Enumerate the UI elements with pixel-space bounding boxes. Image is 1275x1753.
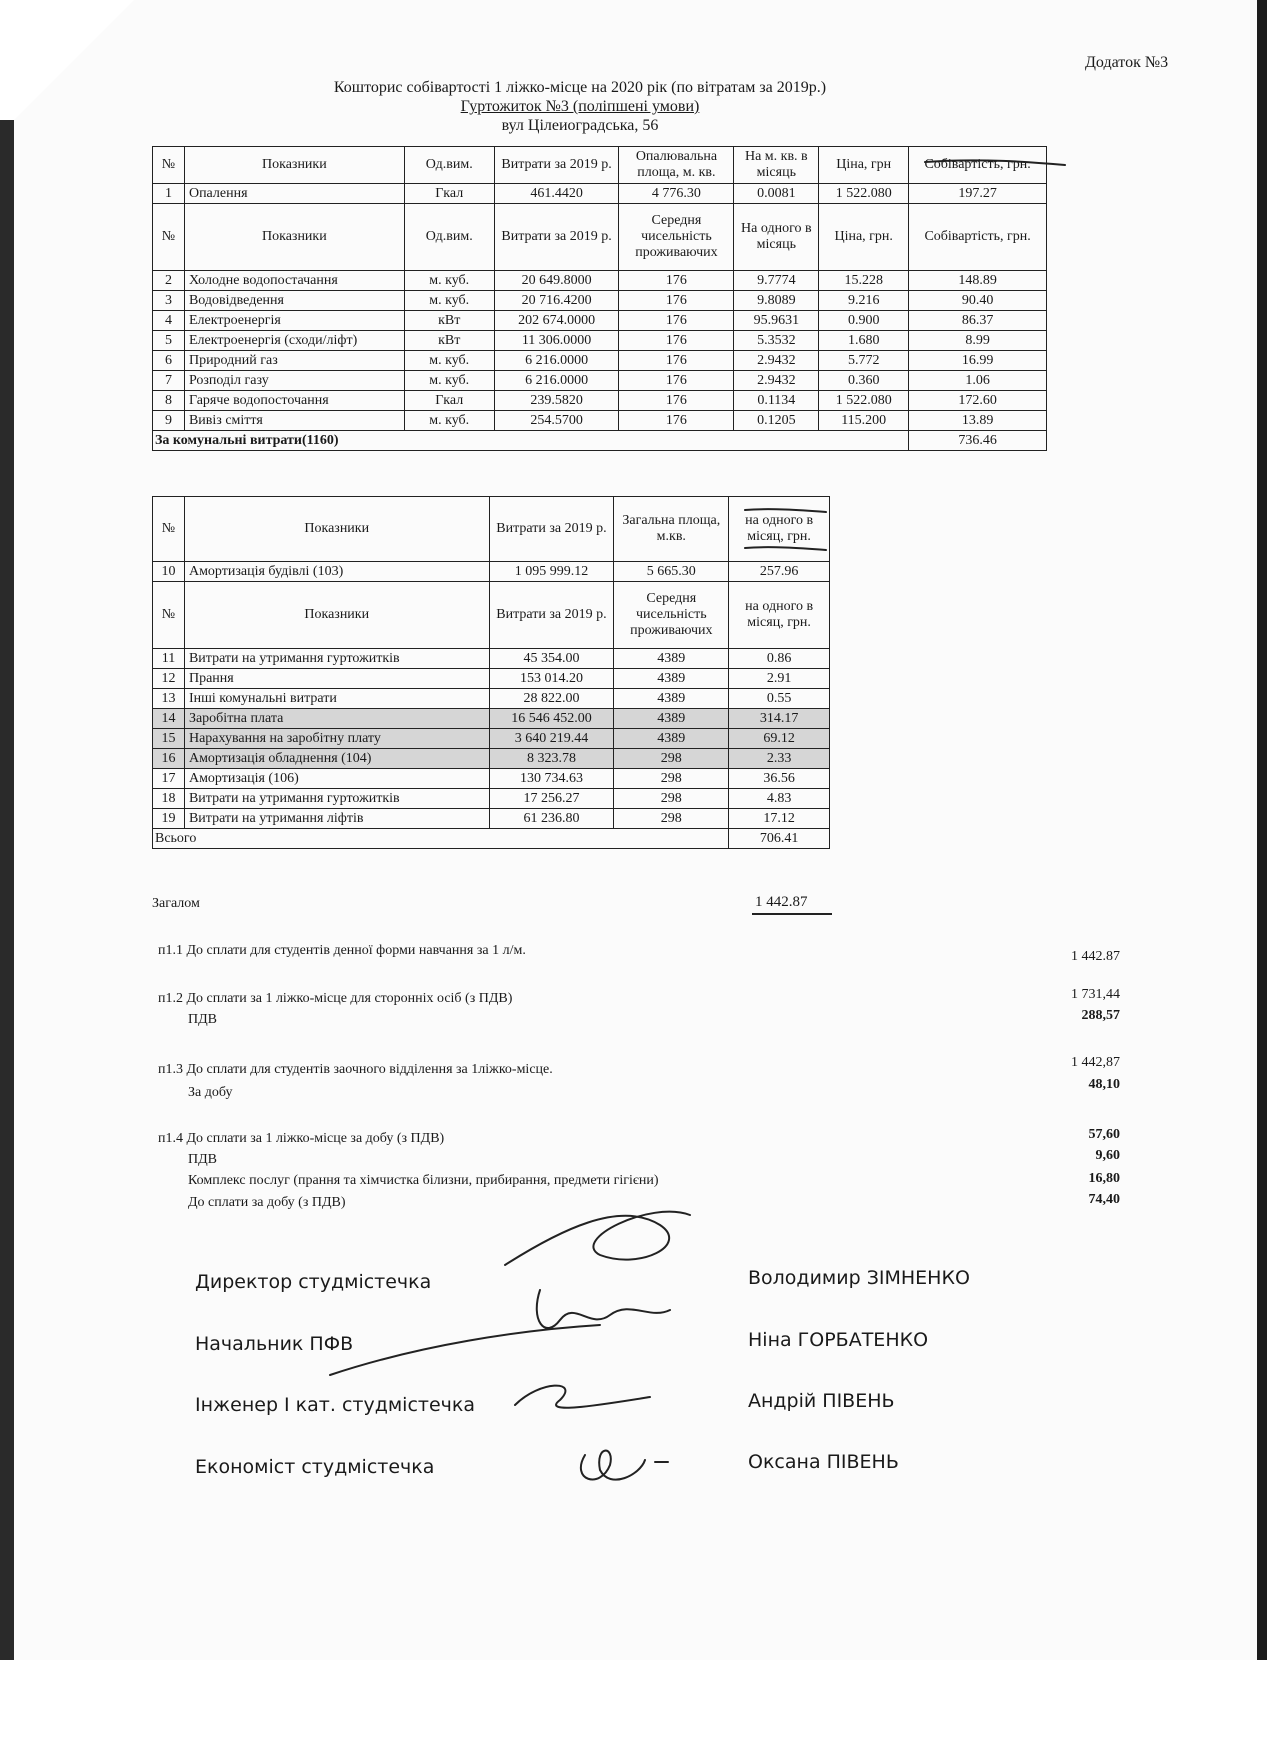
header-cell: на одного в місяц, грн. bbox=[729, 497, 830, 562]
signer-position-director: Директор студмістечка bbox=[195, 1271, 432, 1293]
row-number: 18 bbox=[153, 789, 185, 809]
row-per-person: 2.33 bbox=[729, 749, 830, 769]
header-cell: № bbox=[153, 582, 185, 649]
row-indicator: Електроенергія (сходи/ліфт) bbox=[184, 331, 404, 351]
payment-3-label: п1.3 До сплати для студентів заочного відділення за 1ліжко-місце. bbox=[158, 1062, 553, 1077]
payment-1-label: п1.1 До сплати для студентів денної форми навчання за 1 л/м. bbox=[158, 943, 526, 958]
underline-cost-price-mark bbox=[925, 160, 1065, 165]
row-per-person: 95.9631 bbox=[734, 311, 819, 331]
payment-3-day-label: За добу bbox=[188, 1085, 233, 1100]
row-number: 6 bbox=[153, 351, 185, 371]
row-residents: 176 bbox=[619, 271, 734, 291]
payment-2-value: 1 731,44 bbox=[1071, 987, 1120, 1002]
row-per-person: 0.86 bbox=[729, 649, 830, 669]
row-number: 1 bbox=[153, 184, 185, 204]
row-cost: 11 306.0000 bbox=[494, 331, 619, 351]
row-per-person: 0.55 bbox=[729, 689, 830, 709]
row-indicator: Розподіл газу bbox=[184, 371, 404, 391]
row-residents: 4389 bbox=[614, 729, 729, 749]
row-per-person: 69.12 bbox=[729, 729, 830, 749]
row-cost: 20 716.4200 bbox=[494, 291, 619, 311]
row-per-person: 2.9432 bbox=[734, 351, 819, 371]
director-signature-mark bbox=[505, 1212, 690, 1265]
signer-position-pfv: Начальник ПФВ bbox=[195, 1333, 354, 1355]
row-residents: 176 bbox=[619, 291, 734, 311]
header-cell: Собівартість, грн. bbox=[909, 147, 1047, 184]
grand-total-label: Загалом bbox=[152, 896, 200, 911]
row-cost: 254.5700 bbox=[494, 411, 619, 431]
row-number: 5 bbox=[153, 331, 185, 351]
row-cost: 6 216.0000 bbox=[494, 351, 619, 371]
row-cost: 28 822.00 bbox=[489, 689, 614, 709]
row-cost-price: 86.37 bbox=[909, 311, 1047, 331]
row-residents: 176 bbox=[619, 351, 734, 371]
row-number: 7 bbox=[153, 371, 185, 391]
signer-name-economist: Оксана ПІВЕНЬ bbox=[748, 1451, 899, 1473]
row-cost-price: 197.27 bbox=[909, 184, 1047, 204]
row-indicator: Витрати на утримання ліфтів bbox=[184, 809, 489, 829]
pfv-signature-mark bbox=[330, 1290, 670, 1375]
payment-4-value: 57,60 bbox=[1088, 1127, 1120, 1142]
row-cost: 8 323.78 bbox=[489, 749, 614, 769]
row-per-person: 2.91 bbox=[729, 669, 830, 689]
row-per-person: 257.96 bbox=[729, 562, 830, 582]
row-cost: 3 640 219.44 bbox=[489, 729, 614, 749]
header-cell: № bbox=[153, 497, 185, 562]
row-number: 14 bbox=[153, 709, 185, 729]
row-indicator: Амортизація (106) bbox=[184, 769, 489, 789]
header-cell: Показники bbox=[184, 582, 489, 649]
row-indicator: Електроенергія bbox=[184, 311, 404, 331]
row-unit: кВт bbox=[404, 311, 494, 331]
row-indicator: Заробітна плата bbox=[184, 709, 489, 729]
row-per-person: 0.1205 bbox=[734, 411, 819, 431]
row-cost: 1 095 999.12 bbox=[489, 562, 614, 582]
row-cost: 461.4420 bbox=[494, 184, 619, 204]
economist-signature-mark bbox=[581, 1451, 668, 1480]
row-residents: 298 bbox=[614, 749, 729, 769]
header-cell: Ціна, грн. bbox=[819, 204, 909, 271]
row-per-person: 9.7774 bbox=[734, 271, 819, 291]
row-indicator: Амортизація обладнення (104) bbox=[184, 749, 489, 769]
engineer-signature-mark bbox=[515, 1386, 650, 1408]
row-number: 8 bbox=[153, 391, 185, 411]
row-cost: 61 236.80 bbox=[489, 809, 614, 829]
row-area: 4 776.30 bbox=[619, 184, 734, 204]
payment-4-services-label: Комплекс послуг (прання та хімчистка білизни, прибирання, предмети гігієни) bbox=[188, 1173, 659, 1188]
row-per-person: 0.1134 bbox=[734, 391, 819, 411]
row-price: 15.228 bbox=[819, 271, 909, 291]
header-cell: Опалювальна площа, м. кв. bbox=[619, 147, 734, 184]
row-cost: 202 674.0000 bbox=[494, 311, 619, 331]
header-cell: Од.вим. bbox=[404, 147, 494, 184]
row-residents: 4389 bbox=[614, 709, 729, 729]
row-per-person: 36.56 bbox=[729, 769, 830, 789]
header-cell: Собівартість, грн. bbox=[909, 204, 1047, 271]
utilities-total-label: За комунальні витрати(1160) bbox=[153, 431, 909, 451]
row-number: 13 bbox=[153, 689, 185, 709]
row-unit: Гкал bbox=[404, 391, 494, 411]
row-per-person: 4.83 bbox=[729, 789, 830, 809]
row-per-person: 17.12 bbox=[729, 809, 830, 829]
other-total-value: 706.41 bbox=[729, 829, 830, 849]
row-indicator: Опалення bbox=[184, 184, 404, 204]
payment-4-services-value: 16,80 bbox=[1088, 1171, 1120, 1186]
row-number: 4 bbox=[153, 311, 185, 331]
row-price: 0.900 bbox=[819, 311, 909, 331]
header-cell: Загальна площа, м.кв. bbox=[614, 497, 729, 562]
row-per-person: 5.3532 bbox=[734, 331, 819, 351]
signer-name-engineer: Андрій ПІВЕНЬ bbox=[748, 1390, 895, 1412]
row-unit: м. куб. bbox=[404, 411, 494, 431]
header-cell: Показники bbox=[184, 497, 489, 562]
row-price: 1.680 bbox=[819, 331, 909, 351]
row-indicator: Гаряче водопосточання bbox=[184, 391, 404, 411]
row-residents: 176 bbox=[619, 311, 734, 331]
signer-name-pfv: Ніна ГОРБАТЕНКО bbox=[748, 1329, 929, 1351]
row-number: 16 bbox=[153, 749, 185, 769]
utilities-total-value: 736.46 bbox=[909, 431, 1047, 451]
row-indicator: Витрати на утримання гуртожитків bbox=[184, 789, 489, 809]
row-cost-price: 1.06 bbox=[909, 371, 1047, 391]
row-residents: 4389 bbox=[614, 689, 729, 709]
row-residents: 176 bbox=[619, 411, 734, 431]
header-cell: На м. кв. в місяць bbox=[734, 147, 819, 184]
header-cell: Витрати за 2019 р. bbox=[489, 497, 614, 562]
row-number: 19 bbox=[153, 809, 185, 829]
row-cost-price: 172.60 bbox=[909, 391, 1047, 411]
header-cell: Ціна, грн bbox=[819, 147, 909, 184]
row-residents: 176 bbox=[619, 391, 734, 411]
payment-3-day-value: 48,10 bbox=[1088, 1077, 1120, 1092]
row-number: 11 bbox=[153, 649, 185, 669]
row-price: 9.216 bbox=[819, 291, 909, 311]
row-cost: 20 649.8000 bbox=[494, 271, 619, 291]
row-indicator: Водовідведення bbox=[184, 291, 404, 311]
row-cost: 130 734.63 bbox=[489, 769, 614, 789]
row-price: 0.360 bbox=[819, 371, 909, 391]
row-number: 9 bbox=[153, 411, 185, 431]
row-indicator: Нарахування на заробітну плату bbox=[184, 729, 489, 749]
header-cell: Середня чисельність проживаючих bbox=[614, 582, 729, 649]
header-cell: Витрати за 2019 р. bbox=[494, 147, 619, 184]
addendum-label: Додаток №3 bbox=[1085, 54, 1169, 71]
row-unit: м. куб. bbox=[404, 271, 494, 291]
payment-4-vat-label: ПДВ bbox=[188, 1152, 217, 1167]
row-indicator: Прання bbox=[184, 669, 489, 689]
row-per-person: 314.17 bbox=[729, 709, 830, 729]
signer-position-economist: Економіст студмістечка bbox=[195, 1456, 435, 1478]
row-unit: м. куб. bbox=[404, 291, 494, 311]
header-cell: Середня чисельність проживаючих bbox=[619, 204, 734, 271]
row-price: 1 522.080 bbox=[819, 391, 909, 411]
row-indicator: Витрати на утримання гуртожитків bbox=[184, 649, 489, 669]
row-residents: 176 bbox=[619, 331, 734, 351]
header-cell: На одного в місяць bbox=[734, 204, 819, 271]
row-cost-price: 8.99 bbox=[909, 331, 1047, 351]
row-cost: 153 014.20 bbox=[489, 669, 614, 689]
row-cost: 45 354.00 bbox=[489, 649, 614, 669]
row-residents: 298 bbox=[614, 789, 729, 809]
row-unit: м. куб. bbox=[404, 351, 494, 371]
title-line-3: вул Цілеиоградська, 56 bbox=[501, 117, 659, 134]
row-residents: 4389 bbox=[614, 649, 729, 669]
payment-4-total-value: 74,40 bbox=[1088, 1192, 1120, 1207]
signer-position-engineer: Інженер І кат. студмістечка bbox=[195, 1394, 476, 1416]
title-line-1: Кошторис собівартості 1 ліжко-місце на 2020 рік (по вітратам за 2019р.) bbox=[333, 79, 827, 96]
row-price: 115.200 bbox=[819, 411, 909, 431]
row-indicator: Інші комунальні витрати bbox=[184, 689, 489, 709]
row-residents: 176 bbox=[619, 371, 734, 391]
underline-per-person-mark-2 bbox=[745, 547, 826, 550]
row-number: 12 bbox=[153, 669, 185, 689]
header-cell: Од.вим. bbox=[404, 204, 494, 271]
row-indicator: Вивіз сміття bbox=[184, 411, 404, 431]
row-residents: 4389 bbox=[614, 669, 729, 689]
header-cell: № bbox=[153, 147, 185, 184]
title-line-2: Гуртожиток №3 (поліпшені умови) bbox=[460, 98, 700, 115]
payment-2-vat-value: 288,57 bbox=[1081, 1008, 1120, 1023]
header-cell: на одного в місяц, грн. bbox=[729, 582, 830, 649]
row-unit: кВт bbox=[404, 331, 494, 351]
payment-4-label: п1.4 До сплати за 1 ліжко-місце за добу (з ПДВ) bbox=[158, 1131, 445, 1146]
grand-total-value: 1 442.87 bbox=[755, 894, 808, 910]
other-total-label: Всього bbox=[153, 829, 729, 849]
row-residents: 298 bbox=[614, 769, 729, 789]
payment-1-value: 1 442.87 bbox=[1071, 949, 1120, 964]
row-cost: 6 216.0000 bbox=[494, 371, 619, 391]
payment-2-label: п1.2 До сплати за 1 ліжко-місце для сторонніх осіб (з ПДВ) bbox=[158, 991, 513, 1006]
row-residents: 298 bbox=[614, 809, 729, 829]
header-cell: № bbox=[153, 204, 185, 271]
row-number: 15 bbox=[153, 729, 185, 749]
header-cell: Показники bbox=[184, 147, 404, 184]
row-cost: 16 546 452.00 bbox=[489, 709, 614, 729]
row-cost: 17 256.27 bbox=[489, 789, 614, 809]
underline-per-person-mark bbox=[745, 509, 826, 512]
payment-4-vat-value: 9,60 bbox=[1095, 1148, 1120, 1163]
row-indicator: Амортизація будівлі (103) bbox=[184, 562, 489, 582]
row-cost-price: 148.89 bbox=[909, 271, 1047, 291]
row-per-person: 2.9432 bbox=[734, 371, 819, 391]
payment-2-vat-label: ПДВ bbox=[188, 1012, 217, 1027]
row-number: 10 bbox=[153, 562, 185, 582]
header-cell: Витрати за 2019 р. bbox=[489, 582, 614, 649]
row-price: 5.772 bbox=[819, 351, 909, 371]
row-per-unit: 0.0081 bbox=[734, 184, 819, 204]
payment-3-value: 1 442,87 bbox=[1071, 1055, 1120, 1070]
row-number: 2 bbox=[153, 271, 185, 291]
payment-4-total-label: До сплати за добу (з ПДВ) bbox=[188, 1195, 346, 1210]
row-unit: Гкал bbox=[404, 184, 494, 204]
row-number: 17 bbox=[153, 769, 185, 789]
row-price: 1 522.080 bbox=[819, 184, 909, 204]
signer-name-director: Володимир ЗІМНЕНКО bbox=[748, 1267, 970, 1289]
row-cost: 239.5820 bbox=[494, 391, 619, 411]
row-indicator: Природний газ bbox=[184, 351, 404, 371]
row-unit: м. куб. bbox=[404, 371, 494, 391]
header-cell: Витрати за 2019 р. bbox=[494, 204, 619, 271]
header-cell: Показники bbox=[184, 204, 404, 271]
row-per-person: 9.8089 bbox=[734, 291, 819, 311]
row-cost-price: 90.40 bbox=[909, 291, 1047, 311]
row-cost-price: 16.99 bbox=[909, 351, 1047, 371]
row-cost-price: 13.89 bbox=[909, 411, 1047, 431]
row-number: 3 bbox=[153, 291, 185, 311]
row-indicator: Холодне водопостачання bbox=[184, 271, 404, 291]
row-area: 5 665.30 bbox=[614, 562, 729, 582]
